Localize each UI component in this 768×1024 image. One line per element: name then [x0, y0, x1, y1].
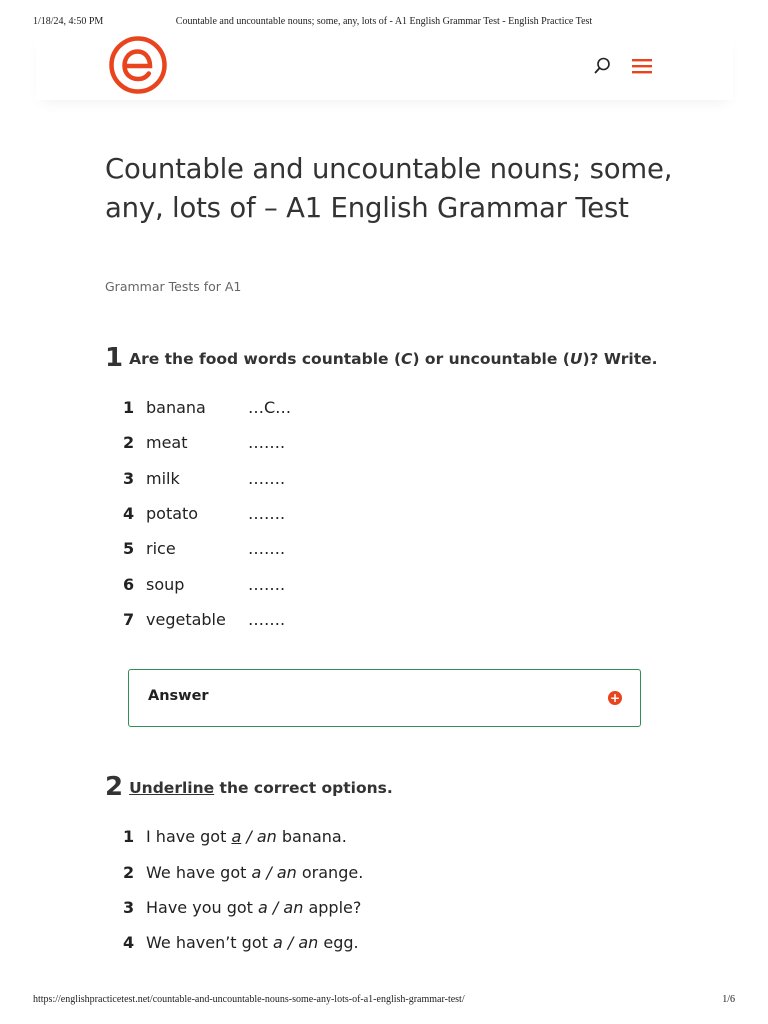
exercise-1-instruction [129, 350, 657, 368]
answer-toggle[interactable] [128, 669, 641, 727]
plus-circle-icon[interactable]: + [609, 691, 621, 705]
category-link[interactable]: Grammar Tests for A1 [105, 279, 242, 294]
item-number: 4 [123, 933, 135, 952]
item-number: 5 [123, 539, 135, 558]
sentence-end: banana. [276, 827, 347, 846]
page-title: Countable and uncountable nouns; some, any, lots of – A1 English Grammar Test [105, 153, 673, 224]
sentence-start: We have got [146, 863, 252, 882]
hamburger-menu-icon [630, 57, 654, 75]
exercise-number: 1 [105, 343, 124, 373]
exercise-number: 2 [105, 772, 124, 802]
item-word: potato [146, 504, 199, 523]
sentence-start: Have you got [146, 898, 259, 917]
instruction-text: the correct options. [214, 779, 393, 797]
sentence-start: We haven’t got [146, 933, 273, 952]
exercise-2-heading [105, 771, 393, 802]
menu-button[interactable] [630, 57, 654, 75]
option-separator: / [282, 933, 299, 952]
list-item [123, 468, 286, 490]
item-number: 2 [123, 863, 135, 882]
item-number: 7 [123, 610, 135, 629]
sentence-end: egg. [318, 933, 359, 952]
item-word: meat [146, 433, 188, 452]
instruction-text: Are the food words countable ( [129, 350, 402, 368]
answer-label: Answer [148, 688, 209, 704]
search-button[interactable] [592, 56, 612, 76]
item-blank: ……. [248, 575, 286, 594]
option-a[interactable]: a [272, 933, 283, 952]
list-item [123, 897, 361, 919]
instruction-underlined: Underline [129, 779, 215, 797]
item-blank: ……. [248, 610, 286, 629]
item-blank: ……. [248, 433, 286, 452]
item-number: 3 [123, 469, 135, 488]
instruction-text: )? Write. [582, 350, 658, 368]
print-footer [0, 994, 768, 1008]
logo-icon [108, 35, 168, 95]
site-logo[interactable] [108, 35, 168, 95]
option-b[interactable]: an [283, 898, 304, 917]
print-url: https://englishpracticetest.net/countable-and-uncountable-nouns-some-any-lots-of-a1-english-grammar-test/ [33, 994, 465, 1005]
sentence-end: orange. [296, 863, 364, 882]
exercise-2-instruction [129, 779, 393, 797]
option-b[interactable]: an [276, 863, 297, 882]
option-b[interactable]: an [298, 933, 319, 952]
print-header [0, 16, 768, 30]
print-datetime: 1/18/24, 4:50 PM [33, 16, 104, 27]
item-word: milk [146, 469, 180, 488]
option-b[interactable]: an [256, 827, 277, 846]
instruction-text: ) or uncountable ( [412, 350, 570, 368]
print-page-title: Countable and uncountable nouns; some, any, lots of - A1 English Grammar Test - English Practice Test [175, 16, 593, 27]
list-item [123, 538, 286, 560]
item-blank: ……. [248, 469, 286, 488]
search-icon [592, 56, 612, 76]
item-number: 3 [123, 898, 135, 917]
item-word: rice [146, 539, 176, 558]
list-item [123, 574, 286, 596]
option-separator: / [267, 898, 284, 917]
site-header [36, 34, 733, 100]
item-number: 2 [123, 433, 135, 452]
item-blank: …C… [248, 398, 292, 417]
option-a[interactable]: a [258, 898, 268, 917]
item-blank: ……. [248, 504, 286, 523]
list-item [123, 432, 286, 454]
item-word: vegetable [146, 610, 226, 629]
item-word: soup [146, 575, 185, 594]
option-separator: / [241, 827, 257, 846]
exercise-1-heading [105, 342, 658, 373]
list-item [123, 503, 286, 525]
list-item [123, 826, 347, 848]
option-separator: / [261, 863, 277, 882]
item-number: 6 [123, 575, 135, 594]
item-number: 1 [123, 398, 135, 417]
sentence-start: I have got [146, 827, 232, 846]
item-number: 4 [123, 504, 135, 523]
item-blank: ……. [248, 539, 286, 558]
item-number: 1 [123, 827, 135, 846]
list-item [123, 609, 286, 631]
sentence-end: apple? [303, 898, 362, 917]
instruction-c: C [401, 350, 413, 368]
option-a[interactable]: a [251, 863, 262, 882]
list-item [123, 397, 292, 419]
option-a[interactable]: a [231, 827, 242, 846]
list-item [123, 862, 363, 884]
instruction-u: U [569, 350, 583, 368]
list-item [123, 932, 359, 954]
print-page-number: 1/6 [722, 994, 735, 1005]
item-word: banana [146, 398, 206, 417]
